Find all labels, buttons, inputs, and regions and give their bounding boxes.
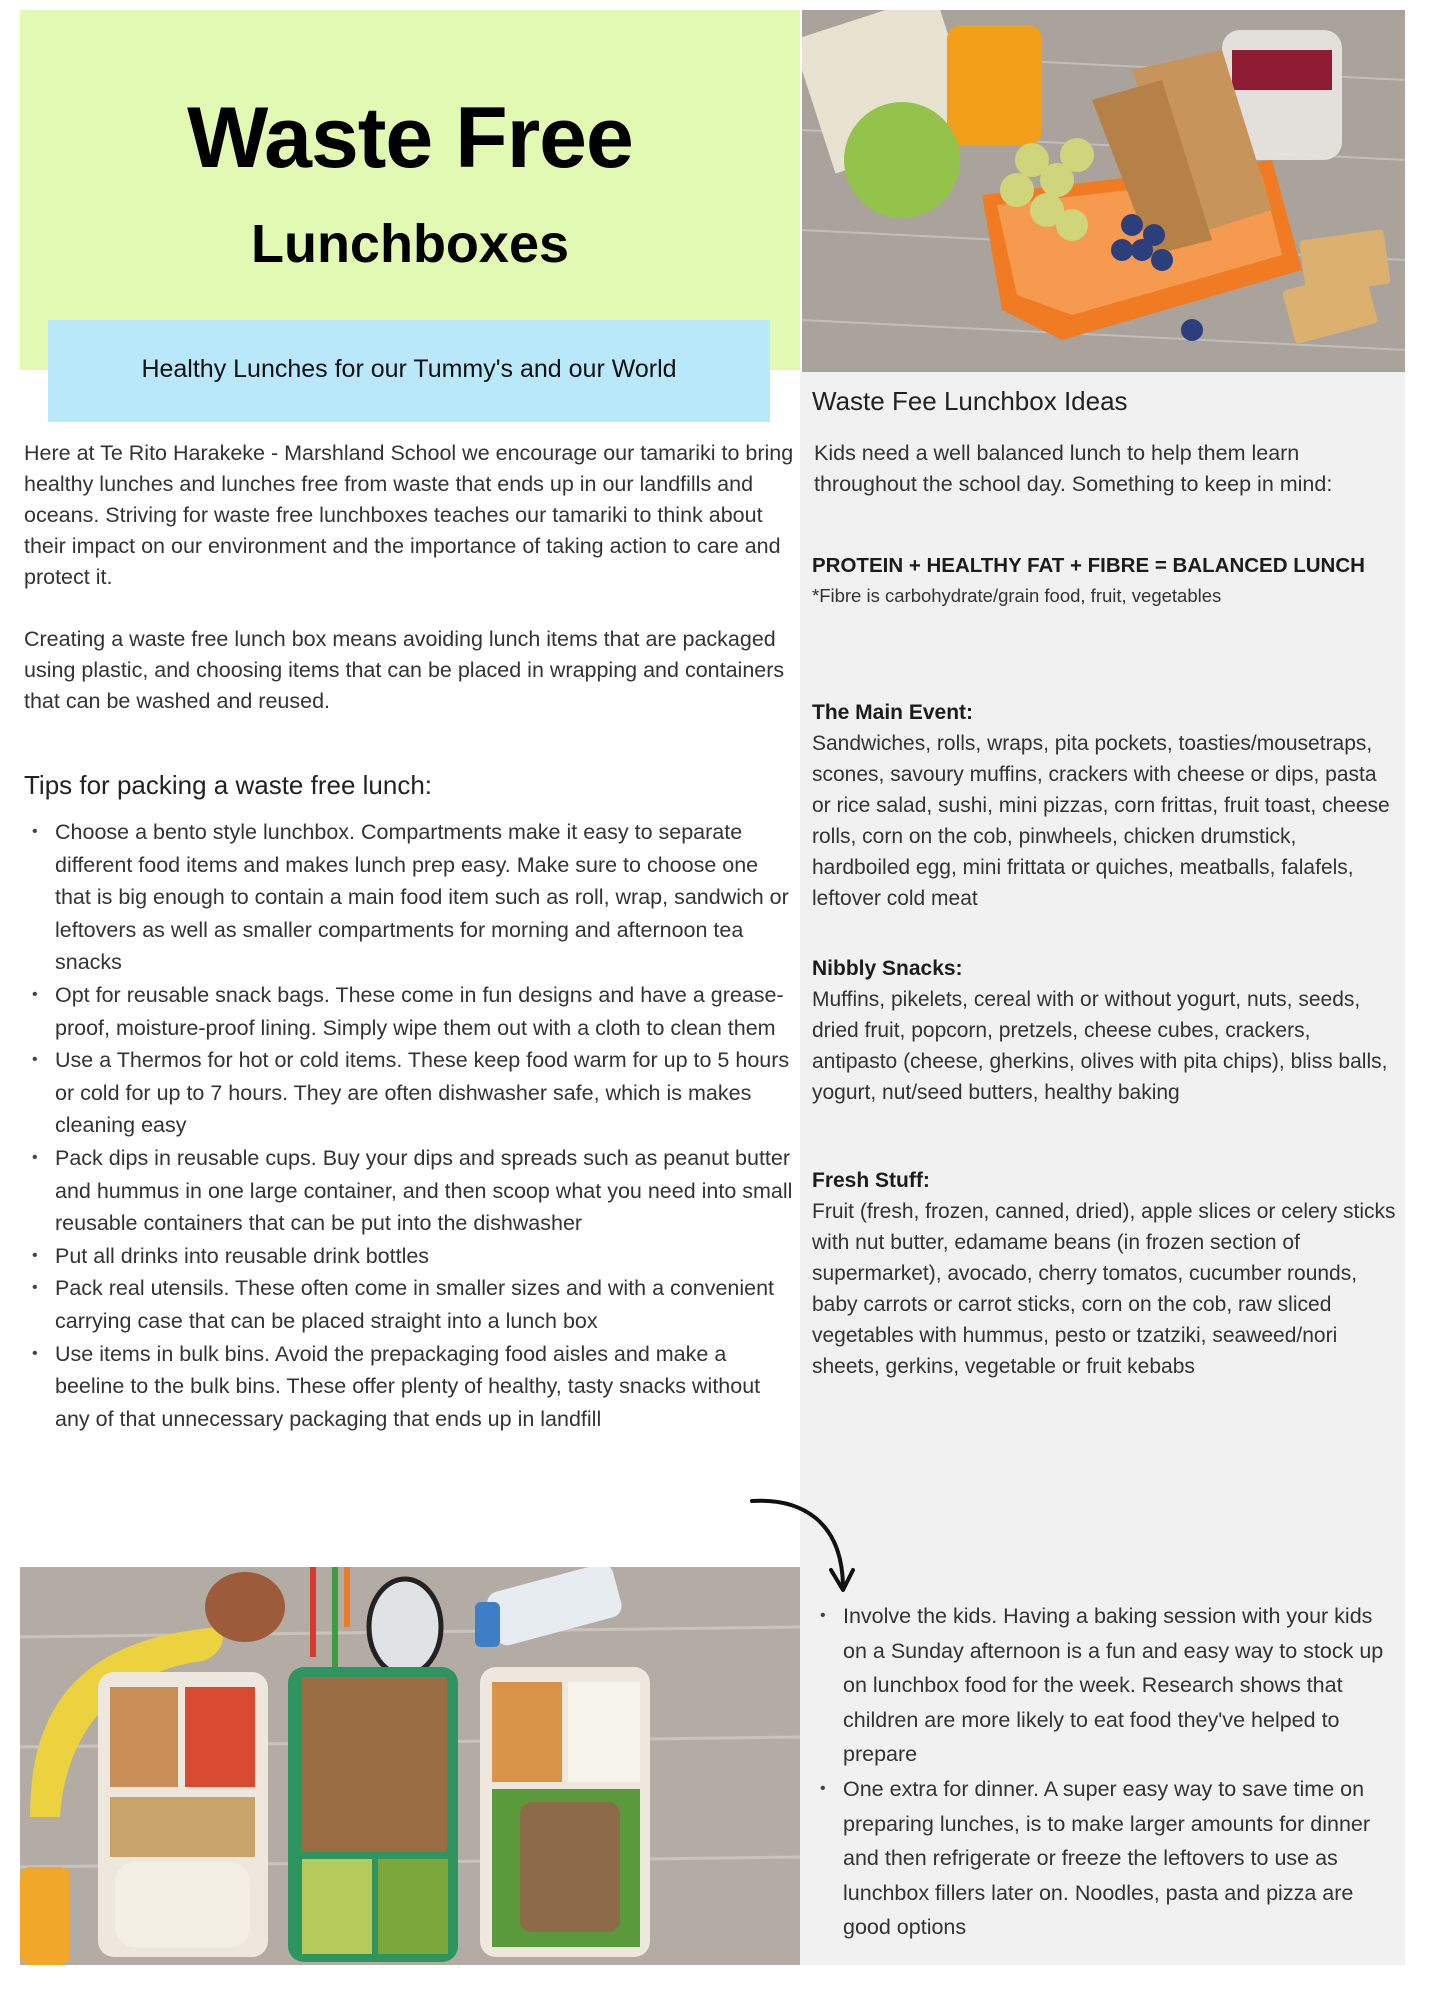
category-heading: Fresh Stuff: <box>812 1169 930 1192</box>
page-title: Waste Free <box>187 90 633 186</box>
pencil <box>310 1567 316 1657</box>
fibre-note: *Fibre is carbohydrate/grain food, fruit, vegetables <box>812 585 1222 606</box>
tagline-text: Healthy Lunches for our Tummy's and our World <box>141 355 677 383</box>
tip-item: • Pack dips in reusable cups. Buy your dips and spreads such as peanut butter and hummus in one large container, and then scoop what you need into small reusable containers that can be put into the dishwasher <box>24 1142 794 1240</box>
tip-item: • Involve the kids. Having a baking session with your kids on a Sunday afternoon is a fun and easy way to stock up on lunchbox food for the week. Research shows that children are more likely to eat food they've helped to prepare <box>812 1599 1397 1772</box>
intro-paragraph: Creating a waste free lunch box means avoiding lunch items that are packaged using plastic, and choosing items that can be placed in wrapping and containers that can be washed and reused. <box>24 627 785 713</box>
lunchbox-photo-top <box>802 10 1405 372</box>
idea-category <box>812 953 1397 1108</box>
tip-item: • Use a Thermos for hot or cold items. These keep food warm for up to 5 hours or cold for up to 7 hours. They are often dishwasher safe, which is makes cleaning easy <box>24 1044 794 1142</box>
category-heading: The Main Event: <box>812 701 974 724</box>
tip-item: • One extra for dinner. A super easy way to save time on preparing lunches, is to make larger amounts for dinner and then refrigerate or freeze the leftovers to use as lunchbox fillers later on. Noodles, pasta and pizza are good options <box>812 1772 1397 1945</box>
tip-item: • Opt for reusable snack bags. These come in fun designs and have a grease-proof, moisture-proof lining. Simply wipe them out with a cloth to clean them <box>24 979 794 1044</box>
magnifying-glass <box>369 1579 441 1675</box>
tip-item: • Use items in bulk bins. Avoid the prepackaging food aisles and make a beeline to the bulk bins. These offer plenty of healthy, tasty snacks without any of that unnecessary packaging that ends up in landfill <box>24 1338 794 1436</box>
juice-bottle <box>20 1867 70 1965</box>
category-text: Fruit (fresh, frozen, canned, dried), apple slices or celery sticks with nut butter, edamame beans (in frozen section of supermarket), avocado, cherry tomatos, cucumber rounds, baby carrots or carrot sticks, corn on the cob, raw sliced vegetables with hummus, pesto or tzatziki, seaweed/nori sheets, gerkins, vegetable or fruit kebabs <box>812 1200 1396 1378</box>
more-tips-list <box>812 1599 1397 1945</box>
alarm-clock <box>205 1572 285 1642</box>
bento-lunchbox-photo <box>20 1567 800 1965</box>
hero-panel <box>20 10 800 370</box>
ideas-intro: Kids need a well balanced lunch to help them learn throughout the school day. Something to keep in mind: <box>814 441 1333 496</box>
page-subtitle: Lunchboxes <box>250 214 570 274</box>
tip-item: • Choose a bento style lunchbox. Compartments make it easy to separate different food items and makes lunch prep easy. Make sure to choose one that is big enough to contain a main food item such as roll, wrap, sandwich or leftovers as well as smaller compartments for morning and afternoon tea snacks <box>24 816 794 979</box>
category-heading: Nibbly Snacks: <box>812 957 963 980</box>
balanced-lunch-formula: PROTEIN + HEALTHY FAT + FIBRE = BALANCED LUNCH <box>812 554 1365 577</box>
jam <box>1232 50 1332 90</box>
apple <box>844 102 960 218</box>
ideas-heading: Waste Fee Lunchbox Ideas <box>812 386 1128 416</box>
category-text: Sandwiches, rolls, wraps, pita pockets, toasties/mousetraps, scones, savoury muffins, crackers with cheese or dips, pasta or rice salad, sushi, mini pizzas, corn frittas, fruit toast, cheese rolls, corn on the cob, pinwheels, chicken drumstick, hardboiled egg, mini frittata or quiches, meatballs, falafels, leftover cold meat <box>812 732 1390 910</box>
idea-category <box>812 1165 1397 1382</box>
tip-item: • Pack real utensils. These often come in smaller sizes and with a convenient carrying case that can be placed straight into a lunch box <box>24 1272 794 1337</box>
category-text: Muffins, pikelets, cereal with or without yogurt, nuts, seeds, dried fruit, popcorn, pretzels, cheese cubes, crackers, antipasto (cheese, gherkins, olives with pita chips), bliss balls, yogurt, nut/seed butters, healthy baking <box>812 988 1388 1104</box>
intro-paragraph: Here at Te Rito Harakeke - Marshland School we encourage our tamariki to bring healthy lunches and lunches free from waste that ends up in our landfills and oceans. Striving for waste free lunchboxes teaches our tamariki to think about their impact on our environment and the importance of taking action to care and protect it. <box>24 441 794 589</box>
tips-list <box>24 816 794 1435</box>
tips-heading: Tips for packing a waste free lunch: <box>24 770 433 800</box>
idea-category <box>812 697 1397 914</box>
tip-item: • Put all drinks into reusable drink bottles <box>24 1240 794 1273</box>
juice-bottle <box>947 25 1042 145</box>
